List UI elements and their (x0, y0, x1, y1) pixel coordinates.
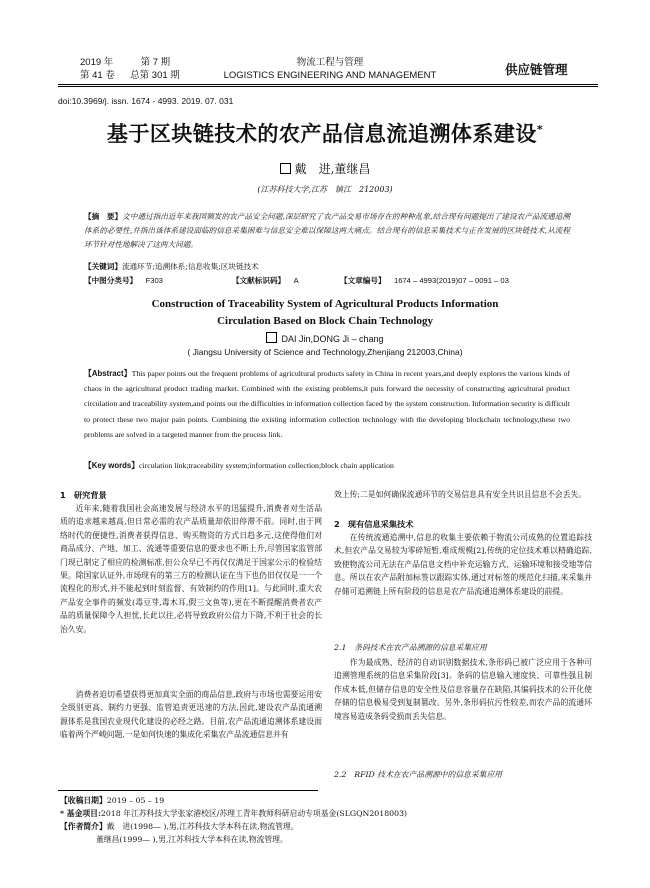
document-code-label: 【文献标识码】 (232, 276, 286, 285)
article-number-label: 【文章编号】 (340, 276, 386, 285)
author-1-bio: 戴 进(1998— ),男,江苏科技大学本科在读,物流管理。 (106, 822, 299, 831)
footnote-received (60, 794, 164, 807)
header-volume (80, 69, 180, 82)
section-1-p2-text: 消费者迫切希望获得更加真实全面的商品信息,政府与市场也需要运用安全级别更高、制约力更强、监管追责更迅速的方法,因此,建设农产品流通溯源体系是我国农业现代化建设的必经之路。目前,农产品流通追溯体系建设面临着两个严峻问题,一是如何快速的集成化采集农产品流通信息并有 (60, 690, 322, 740)
section-2-1-paragraph (334, 656, 592, 723)
header-volume-text: 第 41 卷 (80, 70, 115, 81)
abstract-cn-label: 【摘 要】 (84, 212, 123, 221)
section-2-1-text: 作为最成熟、经济的自动识别数据技术,条形码已被广泛应用于各种可追溯管理系统的信息采集阶段[3]。条码的信息输入速度快、可靠性强且制作成本低,但储存信息的安全性及信息容量存在缺陷,其编码技术的公开化使存储的信息极易受到复制篡改。另外,条形码抗污性较差,而农产品的流通环境容易造成条码受损而丢失信息。 (334, 658, 592, 721)
keywords-en-label: 【Key words】 (84, 461, 140, 470)
header-year: 2019 年 (80, 57, 114, 68)
section-1-paragraph-2 (60, 688, 322, 742)
journal-name-cn: 物流工程与管理 (296, 57, 364, 68)
abstract-en (84, 366, 570, 442)
document-code (232, 274, 299, 287)
author-box-icon (280, 163, 291, 174)
keywords-en-text: circulation link;traceability system;information collection;block chain application (139, 461, 394, 470)
affiliation-en: ( Jiangsu University of Science and Technology,Zhenjiang 212003,China) (187, 347, 463, 357)
class-number-value: F303 (145, 276, 163, 285)
affiliation-cn: (江苏科技大学,江苏 镇江 212003) (257, 185, 393, 194)
authors-en-text: DAI Jin,DONG Ji – chang (281, 334, 384, 344)
keywords-cn-text: 流通环节;追溯体系;信息收集;区块链技术 (121, 262, 259, 271)
footnote-author-1 (60, 820, 299, 833)
fund-text: 2018 年江苏科技大学张家港校区/苏理工青年教师科研启动专项基金(SLGQN2018003) (100, 809, 408, 818)
received-date: 2019 – 05 – 19 (106, 796, 165, 805)
section-2-1-heading: 2.1 条码技术在农产品溯源的信息采集应用 (334, 643, 487, 652)
authors-en (40, 332, 610, 344)
abstract-en-label: 【Abstract】 (84, 369, 132, 378)
section-1-paragraph-1 (60, 502, 322, 636)
author-2-bio: 董继昌(1999— ),男,江苏科技大学本科在读,物流管理。 (96, 835, 288, 844)
fund-label: * 基金项目: (60, 809, 101, 818)
document-code-value: A (293, 276, 299, 285)
header-year-issue (80, 56, 170, 69)
abstract-en-text: This paper points out the frequent problems of agricultural products safety in China in recent years,and deeply explores the various kinds of chaos in the agricultural product trading market. Combined with the existing problems,it puts forward the necessity of constructing agricultural product circulation and traceability system,and points out the difficulties in information collection faced by the system construction. Information security is difficult to protect these two major pain points. Combining the existing information collection technology with the developing blockchain technology,these two problems are solved in a targeted manner from the process link. (84, 369, 570, 439)
paper-title-en-line2: Circulation Based on Block Chain Technology (217, 315, 433, 327)
doi: doi:10.3969/j. issn. 1674 - 4993. 2019. 07. 031 (58, 96, 234, 106)
header-total-issue: 总第 301 期 (130, 70, 180, 81)
abstract-cn (84, 210, 570, 252)
title-cn-text: 基于区块链技术的农产品信息流追溯体系建设 (106, 122, 537, 146)
keywords-cn-label: 【关键词】 (84, 262, 122, 271)
paper-title-cn (40, 118, 610, 148)
section-2-p1-text: 在传统流通追溯中,信息的收集主要依赖于物流公司成熟的位置追踪技术,但农产品交易较为零碎短暂,难成规模[2],传统的定位技术难以精确追踪,致使物流公司无法在产品信息文档中补充运输方式、运输环境和接受地等信息。所以在农产品附加标签以跟踪实体,通过对标签的规范化扫描,来采集并存储可追溯链上所有阶段的信息是农产品流通追溯体系建设的前提。 (334, 533, 592, 596)
section-2-2-heading: 2.2 RFID 技术在农产品溯源中的信息采集应用 (334, 770, 503, 779)
section-1-heading: 1 研究背景 (60, 490, 107, 500)
abstract-cn-text: 文中通过指出近年来我国频发的农产品安全问题,深层研究了农产品交易市场存在的种种乱象,结合现有问题提出了建设农产品流通追溯体系的必要性,并指出该体系建设面临的信息采集困难与信息安全难以保障这两大痛点。结合现有的信息采集技术与正在发展的区块链技术,从流程环节针对性地解决了这两大问题。 (84, 212, 570, 249)
title-footnote-mark: * (536, 123, 544, 136)
section-2-paragraph-1 (334, 531, 592, 598)
footnote-fund (60, 807, 407, 820)
authors-cn-text: 戴 进,董继昌 (294, 162, 371, 176)
author-bio-label: 【作者简介】 (60, 822, 107, 831)
class-number-label: 【中图分类号】 (84, 276, 138, 285)
section-1-p2-continued: 效上传;二是如何确保流通环节的交易信息具有安全共识且信息不会丢失。 (334, 490, 587, 499)
journal-name-en: LOGISTICS ENGINEERING AND MANAGEMENT (223, 70, 437, 81)
header-issue: 第 7 期 (140, 57, 171, 68)
section-1-p1-text: 近年来,随着我国社会高速发展与经济水平的迅猛提升,消费者对生活品质的追求越来越高,但日常必需的农产品质量却依旧停滞不前。同时,由于网络时代的便捷性,消费者获得信息、购买物资的方式日趋多元,这使得他们对商品成分、产地、加工、流通等重要信息的要求也不断上升,尽管国家监管部门现已制定了相应的检测标准,但公众早已不再仅仅满足于国家公示的检验结果。除国家认证外,市场现有的第三方的检测认证在当下也仍旧仅仅是一一个流程化的形式,并不能起到时刻监督、有效制约的作用[1]。与此同时,重大农产品安全事件的频发(毒豆芽,毒木耳,假三文鱼等),更在不断提醒消费者农产品的质量保障令人担忧,长此以往,必将导致政府公信力下降,不利于社会的长治久安。 (60, 504, 322, 634)
header-rule (58, 84, 598, 85)
class-number (84, 274, 163, 287)
received-label: 【收稿日期】 (60, 796, 107, 805)
keywords-cn (84, 260, 259, 273)
article-number (340, 274, 509, 287)
section-label: 供应链管理 (505, 62, 568, 77)
section-2-heading: 2 现有信息采集技术 (334, 519, 414, 529)
header-rule-2 (58, 86, 598, 87)
authors-cn (40, 160, 610, 177)
article-number-value: 1674 – 4993(2019)07 – 0091 – 03 (393, 276, 509, 285)
keywords-en (84, 459, 394, 472)
footnote-rule (58, 790, 318, 791)
paper-title-en-line1: Construction of Traceability System of Agricultural Products Information (151, 298, 499, 310)
author-box-en-icon (266, 332, 277, 343)
